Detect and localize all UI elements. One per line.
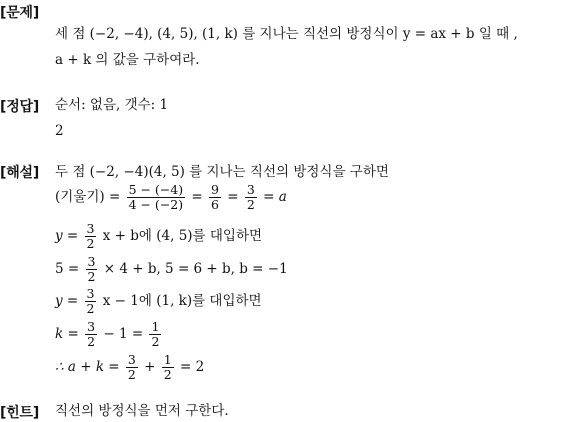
solution-line4 xyxy=(55,255,288,284)
problem-text-line2: a + k 의 값을 구하여라. xyxy=(55,52,200,68)
l7-num: 3 xyxy=(127,352,136,367)
slope-numerator: 5 − (−4) xyxy=(128,182,184,197)
l6-den2: 2 xyxy=(151,334,160,349)
l3-den: 2 xyxy=(86,236,95,251)
slope-fraction-2-den: 6 xyxy=(211,197,219,212)
slope-fraction-2-num: 9 xyxy=(211,182,219,197)
slope-fraction-1 xyxy=(127,183,186,212)
slope-equals-1: = xyxy=(191,189,203,205)
l7-fraction-1 xyxy=(126,353,138,382)
l4-post: × 4 + b, 5 = 6 + b, b = −1 xyxy=(103,261,288,277)
l3-fraction xyxy=(85,222,97,251)
l3-num: 3 xyxy=(86,221,95,236)
answer-meta: 순서: 없음, 갯수: 1 xyxy=(55,97,169,113)
l7-pre: ∴ a + k = xyxy=(55,359,120,375)
l6-pre: k = xyxy=(55,326,79,342)
l6-num: 3 xyxy=(87,319,96,334)
problem-text-line1: 세 점 (−2, −4), (4, 5), (1, k) 를 지나는 직선의 방정식이 y = ax + b 일 때 , xyxy=(55,26,518,42)
l3-pre: y = xyxy=(55,228,79,244)
slope-equals-2: = xyxy=(227,189,239,205)
l6-fraction-2 xyxy=(149,320,161,349)
l7-num2: 1 xyxy=(163,352,172,367)
answer-value: 2 xyxy=(55,123,64,139)
l5-den: 2 xyxy=(86,301,95,316)
l7-fraction-2 xyxy=(162,353,174,382)
solution-line5 xyxy=(55,287,262,316)
slope-prefix: (기울기) = xyxy=(55,189,121,205)
slope-fraction-3-den: 2 xyxy=(246,197,255,212)
solution-line6 xyxy=(55,320,163,349)
slope-fraction-3 xyxy=(245,183,257,212)
l7-den2: 2 xyxy=(163,367,172,382)
solution-line7 xyxy=(55,353,204,382)
answer-label: [정답] xyxy=(0,99,40,115)
l7-den: 2 xyxy=(127,367,136,382)
l5-post: x − 1에 (1, k)를 대입하면 xyxy=(102,293,262,309)
slope-denominator: 4 − (−2) xyxy=(128,197,184,212)
slope-fraction-3-num: 3 xyxy=(246,182,255,197)
l6-den: 2 xyxy=(87,334,96,349)
l5-fraction xyxy=(85,287,97,316)
l5-num: 3 xyxy=(86,286,95,301)
solution-slope-line xyxy=(55,183,287,212)
l3-post: x + b에 (4, 5)를 대입하면 xyxy=(102,228,263,244)
solution-line1: 두 점 (−2, −4)(4, 5) 를 지나는 직선의 방정식을 구하면 xyxy=(55,164,389,180)
slope-fraction-2 xyxy=(209,183,221,212)
solution-label: [해설] xyxy=(0,165,40,181)
l6-num2: 1 xyxy=(151,319,160,334)
l4-pre: 5 = xyxy=(55,261,80,277)
l6-fraction-1 xyxy=(85,320,97,349)
hint-label: [힌트] xyxy=(0,405,40,421)
l4-den: 2 xyxy=(87,269,96,284)
l4-num: 3 xyxy=(87,254,96,269)
l4-fraction xyxy=(86,255,98,284)
solution-line3 xyxy=(55,222,262,251)
l5-pre: y = xyxy=(55,293,79,309)
slope-tail: = a xyxy=(263,189,287,205)
l7-post: = 2 xyxy=(180,359,205,375)
l6-mid: − 1 = xyxy=(103,326,144,342)
hint-text: 직선의 방정식을 먼저 구한다. xyxy=(55,403,229,419)
problem-label: [문제] xyxy=(0,5,40,21)
l7-mid: + xyxy=(144,359,156,375)
